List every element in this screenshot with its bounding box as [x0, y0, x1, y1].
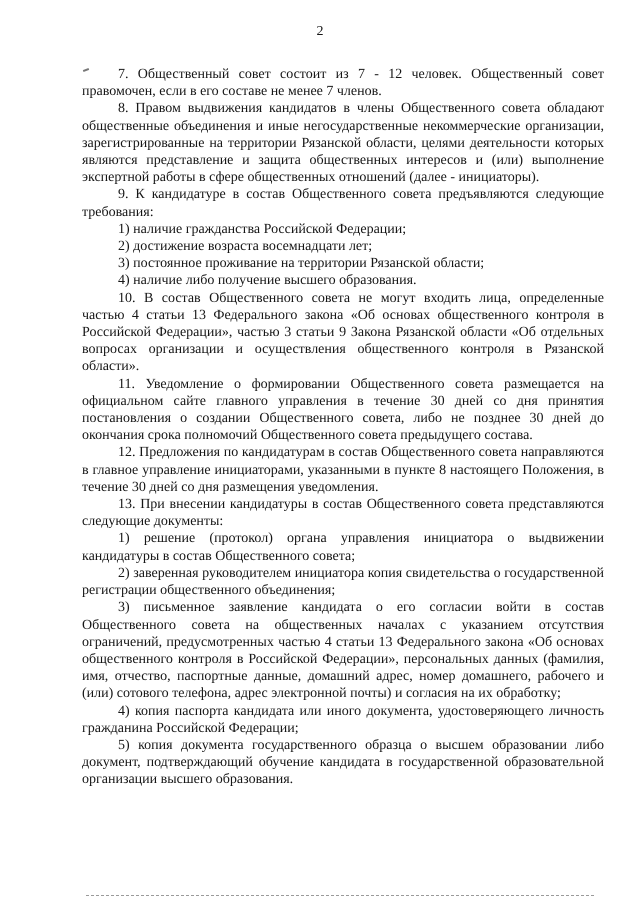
page-number: 2	[316, 24, 324, 39]
document-body	[82, 66, 604, 789]
document-item-4: 4) копия паспорта кандидата или иного документа, удостоверяющего личность гражданина Российской Федерации;	[82, 703, 604, 736]
paragraph-10: 10. В состав Общественного совета не могут входить лица, определенные частью 4 статьи 13 Федерального закона «Об основах общественного контроля в Российской Федерации», частью 3 статьи 9 Закона Рязанской области «Об отдельных вопросах организации и осуществления общественного контроля в Рязанской области».	[82, 290, 604, 375]
page-bottom-rule	[86, 895, 594, 896]
document-item-2: 2) заверенная руководителем инициатора копия свидетельства о государственной регистрации общественного объединения;	[82, 565, 604, 599]
requirement-4: 4) наличие либо получение высшего образования.	[118, 273, 417, 289]
paragraph-13: 13. При внесении кандидатуры в состав Общественного совета представляются следующие документы:	[82, 497, 604, 530]
document-item-1: 1) решение (протокол) органа управления инициатора о выдвижении кандидатуры в состав Общественного совета;	[82, 531, 604, 564]
paragraph-12: 12. Предложения по кандидатурам в состав Общественного совета направляются в главное управление инициаторами, указанными в пункте 8 настоящего Положения, в течение 30 дней со дня размещения уведомления.	[82, 445, 604, 495]
paragraph-9: 9. К кандидатуре в состав Общественного совета предъявляются следующие требования:	[82, 187, 604, 220]
requirement-2: 2) достижение возраста восемнадцати лет;	[118, 239, 373, 255]
requirement-3: 3) постоянное проживание на территории Рязанской области;	[118, 256, 485, 272]
requirement-1: 1) наличие гражданства Российской Федерации;	[118, 221, 407, 237]
document-item-3: 3) письменное заявление кандидата о его согласии войти в состав Общественного совета на общественных началах с указанием отсутствия ограничений, предусмотренных частью 4 статьи 13 Федерального закона «Об основах общественного контроля в Российской Федерации», персональных данных (фамилия, имя, отчество, паспортные данные, домашний адрес, номер домашнего, рабочего и (или) сотового телефона, адрес электронной почты) и согласия на их обработку;	[82, 600, 604, 702]
document-item-5: 5) копия документа государственного образца о высшем образовании либо документ, подтверждающий обучение кандидата в государственной образовательной организации высшего образования.	[82, 737, 604, 788]
paragraph-7: 7. Общественный совет состоит из 7 - 12 человек. Общественный совет правомочен, если в его составе не менее 7 членов.	[82, 67, 604, 100]
paragraph-11: 11. Уведомление о формировании Общественного совета размещается на официальном сайте главного управления в течение 30 дней со дня принятия постановления о создании Общественного совета, либо не позднее 30 дней до окончания срока полномочий Общественного совета предыдущего состава.	[82, 376, 604, 444]
paragraph-8: 8. Правом выдвижения кандидатов в члены Общественного совета обладают общественные объединения и иные негосударственные некоммерческие организации, зарегистрированные на территории Рязанской области, целями деятельности которых являются представление и защита общественных интересов и (или) выполнение экспертной работы в сфере общественных отношений (далее - инициаторы).	[82, 101, 604, 186]
